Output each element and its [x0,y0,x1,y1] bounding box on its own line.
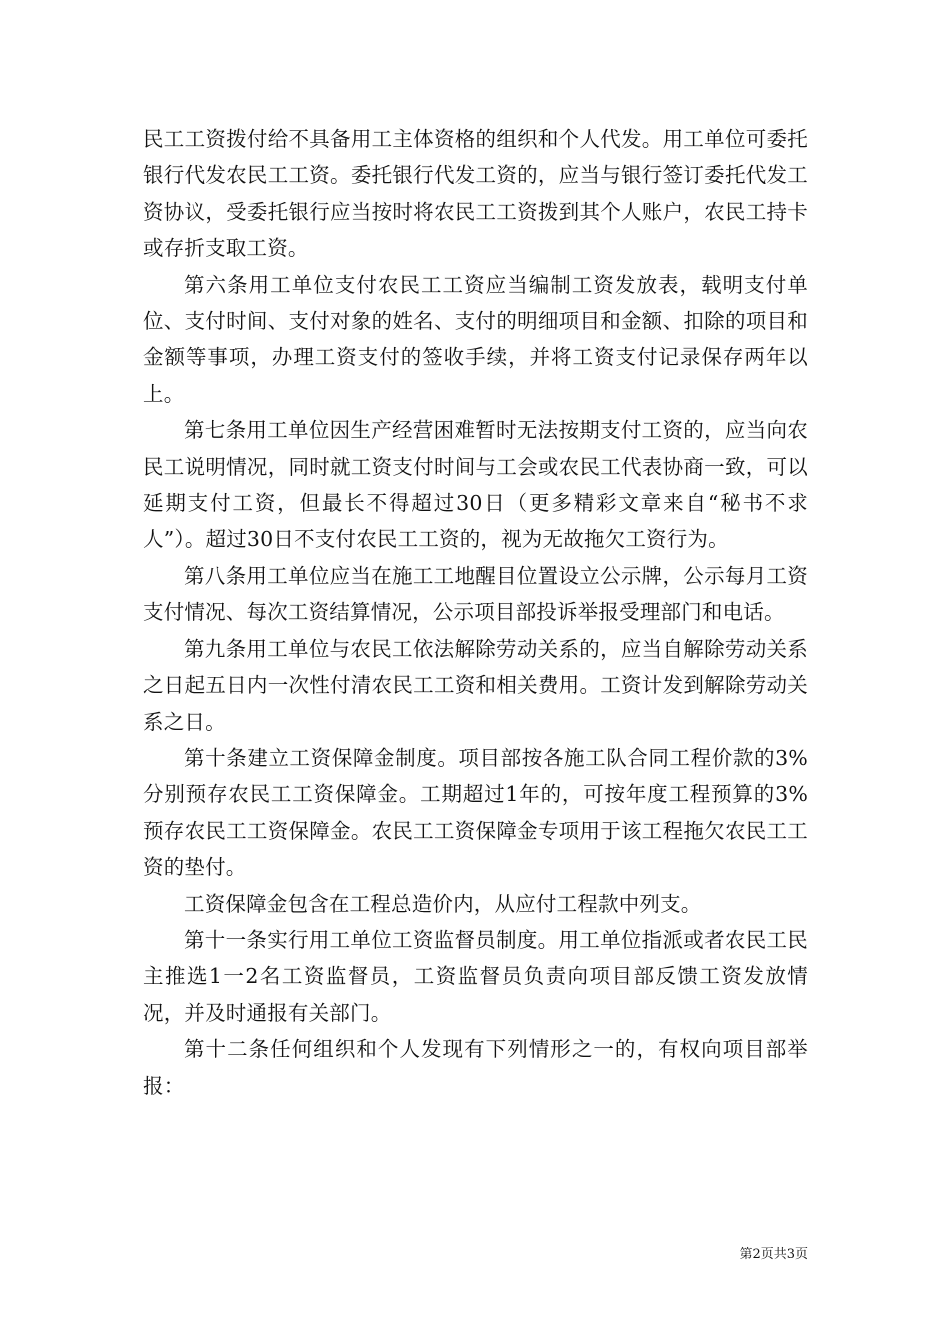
document-body [143,121,808,1104]
paragraph-article-8: 第八条用工单位应当在施工工地醒目位置设立公示牌，公示每月工资支付情况、每次工资结算情况，公示项目部投诉举报受理部门和电话。 [143,563,808,625]
paragraph-guarantee-fund: 工资保障金包含在工程总造价内，从应付工程款中列支。 [184,891,702,916]
paragraph-article-12: 第十二条任何组织和个人发现有下列情形之一的，有权向项目部举报： [143,1037,808,1098]
paragraph-article-7: 第七条用工单位因生产经营困难暂时无法按期支付工资的，应当向农民工说明情况，同时就工资支付时间与工会或农民工代表协商一致，可以延期支付工资，但最长不得超过30日（更多精彩文章来自“秘书不求人”）。超过30日不支付农民工工资的，视为无故拖欠工资行为。 [143,418,808,552]
paragraph-1: 民工工资拨付给不具备用工主体资格的组织和个人代发。用工单位可委托银行代发农民工工资。委托银行代发工资的，应当与银行签订委托代发工资协议，受委托银行应当按时将农民工工资拨到其个人账户，农民工持卡或存折支取工资。 [143,127,808,261]
paragraph-article-11: 第十一条实行用工单位工资监督员制度。用工单位指派或者农民工民主推选1一2名工资监督员，工资监督员负责向项目部反馈工资发放情况，并及时通报有关部门。 [143,927,808,1025]
paragraph-article-6: 第六条用工单位支付农民工工资应当编制工资发放表，载明支付单位、支付时间、支付对象的姓名、支付的明细项目和金额、扣除的项目和金额等事项，办理工资支付的签收手续，并将工资支付记录保存两年以上。 [143,272,808,406]
page-number-footer: 第2页共3页 [739,1247,808,1262]
paragraph-article-9: 第九条用工单位与农民工依法解除劳动关系的，应当自解除劳动关系之日起五日内一次性付清农民工工资和相关费用。工资计发到解除劳动关系之日。 [143,636,808,734]
paragraph-article-10: 第十条建立工资保障金制度。项目部按各施工队合同工程价款的3%分别预存农民工工资保障金。工期超过1年的，可按年度工程预算的3%预存农民工工资保障金。农民工工资保障金专项用于该工程拖欠农民工工资的垫付。 [143,745,808,880]
